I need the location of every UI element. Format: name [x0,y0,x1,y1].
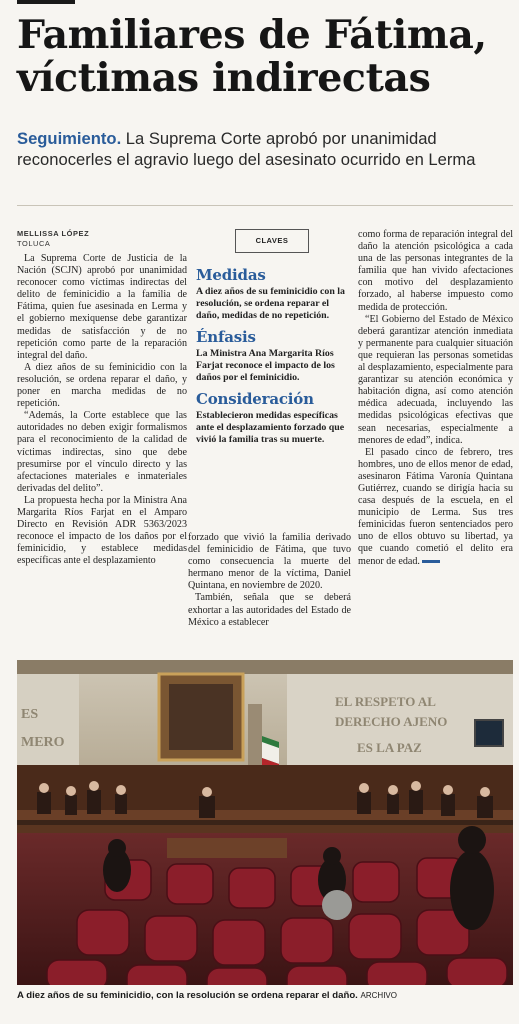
article-column-1 [17,253,187,567]
photo-illustration [17,660,513,985]
paragraph: También, señala que se deberá exhortar a las autoridades del Estado de México a establecer [188,592,351,628]
wall-text-left-1: ES [21,707,39,722]
article-column-3 [358,229,513,568]
paragraph: como forma de reparación integral del daño la atención psicológica a cada una de las personas integrantes de la familia que han vivido afectaciones con motivo del desplazamiento forzado, al haberse impuesto como medida de protección. [358,229,513,313]
clave-item [196,391,348,446]
caption-credit: ARCHIVO [360,991,397,1000]
clave-item [196,329,348,384]
clave-title: Consideración [196,390,314,408]
paragraph: La Suprema Corte de Justicia de la Nación (SCJN) aprobó por unanimidad reconocer como víctimas indirectas del delito de feminicidio a la familia de Fátima, quien fue asesinada en Lerma y el gobierno mexiquense debe garantizar medidas de satisfacción y de no repetición como parte de la reparación integral del daño. [17,253,187,361]
clave-text: A diez años de su feminicidio con la resolución, se ordena reparar el daño, medidas de no repetición. [196,286,345,321]
clave-text: La Ministra Ana Margarita Ríos Farjat reconoce el impacto de los daños por el feminicidio. [196,348,335,383]
deck-text: La Suprema Corte aprobó por unanimidad reconocerles el agravio luego del asesinato ocurrido en Lerma [17,129,476,169]
byline-author: MELLISSA LÓPEZ [17,229,90,238]
wall-text-right-1: EL RESPETO AL [335,694,436,709]
clave-title: Énfasis [196,328,256,346]
paragraph: “El Gobierno del Estado de México deberá garantizar atención inmediata y permanente para cualquier situación que requieran las personas sometidas al desplazamiento, especialmente para garantizar su atención económica y habitación digna, así como atención médica adecuada, incluyendo las medidas psicológicas efectivas que sean necesarias, especialmente a menores de edad”, indica. [358,313,513,446]
deck [17,128,515,170]
paragraph: “Además, la Corte establece que las autoridades no deben exigir formalismos para el reconocimiento de la calidad de víctimas indirectas, sino que debe presumirse por el vínculo directo y las afectaciones materiales e inmateriales derivadas del delito”. [17,410,187,494]
article-column-2 [188,532,351,629]
clave-title: Medidas [196,266,266,284]
clave-item [196,267,348,322]
byline [17,229,187,248]
claves-box [196,229,348,519]
top-rule [17,0,75,4]
paragraph: forzado que vivió la familia derivado del feminicidio de Fátima, que tuvo como consecuencia la muerte del hermano menor de la víctima, Daniel Quintana, en noviembre de 2020. [188,532,351,592]
court-session-photo [17,660,513,985]
section-divider [17,205,513,206]
clave-text: Establecieron medidas específicas ante el desplazamiento forzado que vivió la familia tras su muerte. [196,410,345,445]
byline-place: TOLUCA [17,239,51,248]
headline: Familiares de Fátima, víctimas indirectas [17,12,487,101]
wall-text-left-2: MERO [21,735,65,750]
caption-text: A diez años de su feminicidio, con la resolución se ordena reparar el daño. [17,990,358,1001]
end-mark [422,560,440,563]
paragraph: A diez años de su feminicidio con la resolución, se ordena reparar el daño, y poner en marcha medidas de no repetición. [17,361,187,410]
wall-text-right-2: DERECHO AJENO [335,714,448,729]
paragraph [358,447,513,568]
paragraph: La propuesta hecha por la Ministra Ana Margarita Ríos Farjat en el Amparo Directo en Revisión ADR 5363/2023 reconoce el impacto de los daños por el feminicidio, y establece medidas específicas ante el desplazamiento [17,494,187,567]
wall-text-right-3: ES LA PAZ [357,740,422,755]
deck-kicker: Seguimiento. [17,129,122,148]
claves-tag: CLAVES [235,229,309,253]
paragraph-text: El pasado cinco de febrero, tres hombres, uno de ellos menor de edad, asesinaron Fátima Varonía Quintana Gutiérrez, cuando se dirigía hacia su casa después de la escuela, en el municipio de Lerma. Sus tres feminicidas fueron sentenciados pero uno de ellos obtuvo su libertad, ya que cuando cometió el delito era menor de edad. [358,446,513,567]
photo-caption [17,990,513,1001]
